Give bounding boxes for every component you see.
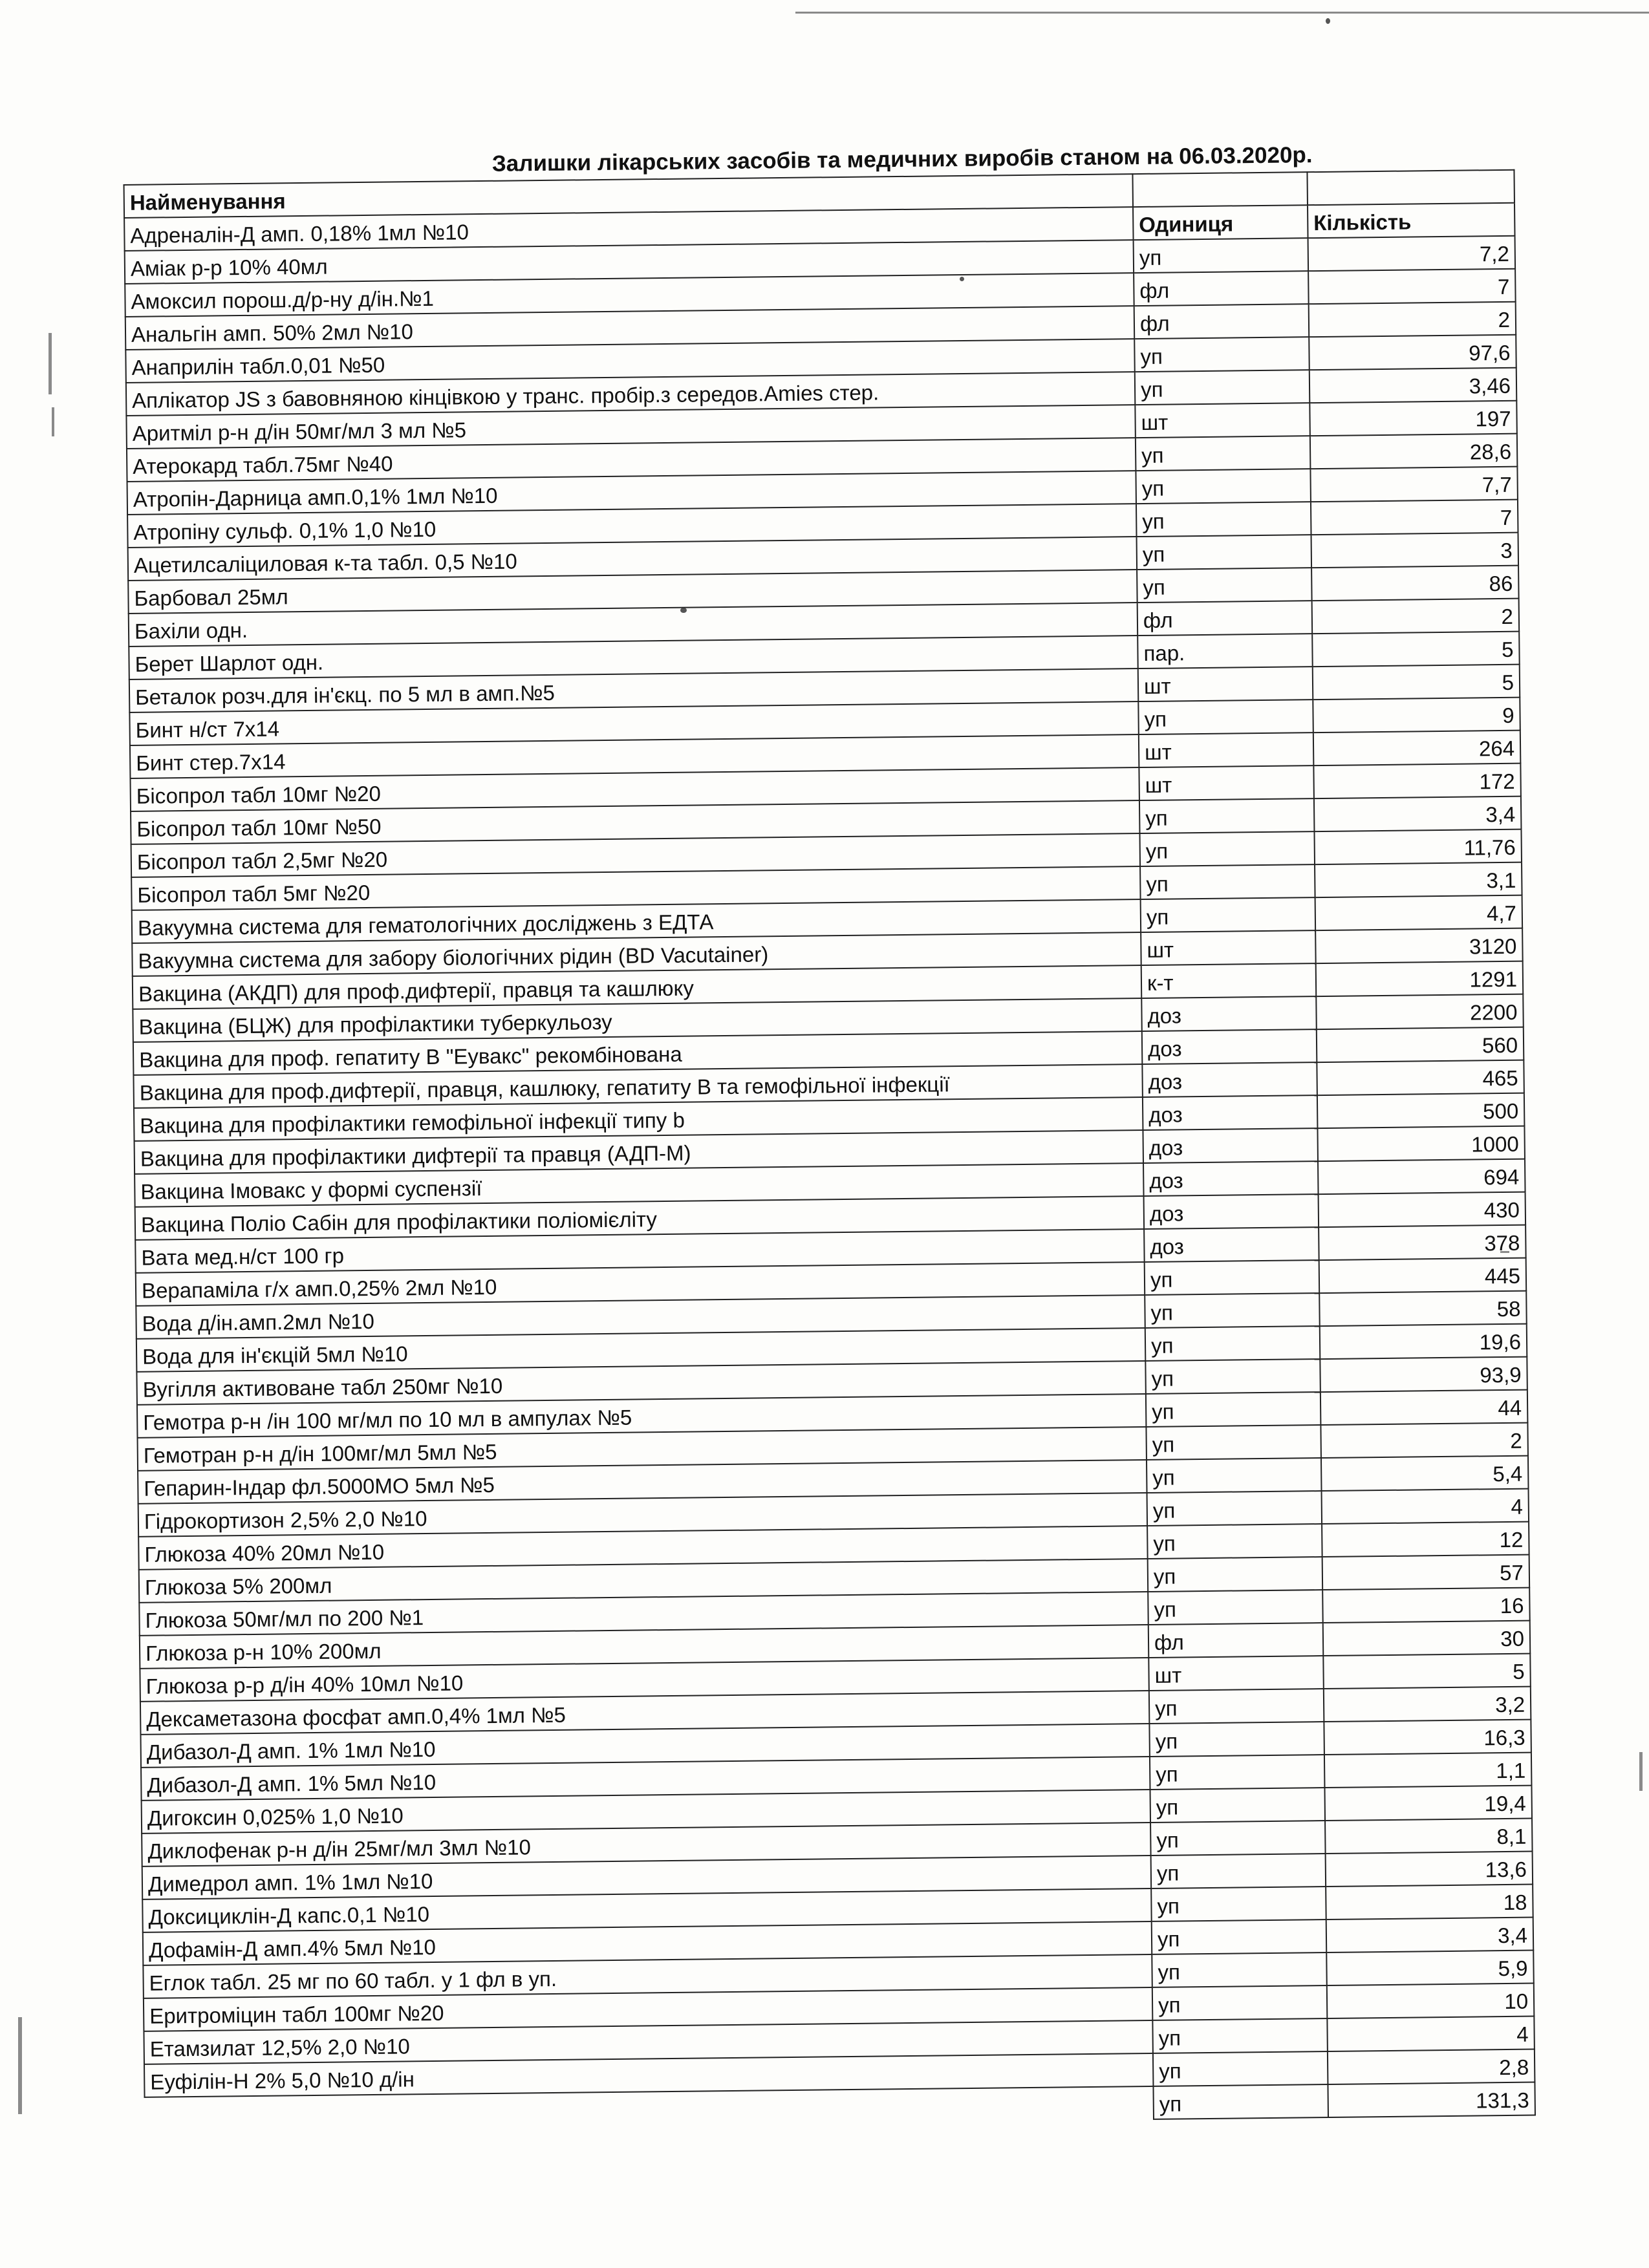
item-quantity: 5 (1312, 632, 1520, 667)
item-name: Глюкоза р-р д/ін 40% 10мл №10 (140, 1658, 1148, 1702)
item-quantity: 28,6 (1310, 434, 1518, 469)
item-name: Верапаміла г/х амп.0,25% 2мл №10 (136, 1262, 1145, 1306)
scan-speck (1326, 18, 1330, 24)
item-unit: уп (1141, 897, 1316, 932)
item-unit: уп (1152, 1920, 1327, 1954)
item-unit: уп (1134, 238, 1309, 273)
item-unit: фл (1134, 271, 1309, 306)
item-quantity: 5,9 (1326, 1951, 1534, 1985)
item-name: Вугілля активоване табл 250мг №10 (136, 1361, 1145, 1405)
item-unit: уп (1150, 1821, 1326, 1856)
item-unit: уп (1150, 1788, 1326, 1823)
item-unit: уп (1145, 1359, 1320, 1394)
item-quantity: 1,1 (1324, 1753, 1532, 1788)
item-unit: шт (1135, 403, 1310, 438)
item-name: Вата мед.н/ст 100 гр (135, 1229, 1144, 1273)
item-unit: уп (1151, 1887, 1326, 1921)
item-name: Вакцина для профілактики гемофільної інфекції типу b (134, 1097, 1143, 1141)
item-unit: фл (1137, 601, 1313, 636)
item-name: Вакцина для проф.дифтерії, правця, кашлюку, гепатиту В та гемофільної інфекції (133, 1064, 1142, 1108)
item-unit: шт (1139, 733, 1314, 767)
item-quantity: 465 (1317, 1060, 1524, 1095)
item-name: Гідрокортизон 2,5% 2,0 №10 (138, 1493, 1147, 1537)
item-name: Етамзилат 12,5% 2,0 №10 (144, 2020, 1152, 2064)
scan-edge-mark-left-2 (52, 407, 54, 436)
item-unit: уп (1153, 2084, 1328, 2119)
item-name: Дексаметазона фосфат амп.0,4% 1мл №5 (140, 1691, 1149, 1735)
item-quantity: 378 (1319, 1225, 1526, 1260)
item-unit: доз (1142, 1029, 1317, 1064)
item-unit: уп (1138, 700, 1313, 734)
item-name: Бинт стер.7х14 (130, 734, 1139, 778)
item-name: Аплікатор JS з бавовняною кінцівкою у транс. пробір.з середов.Amies стер. (126, 372, 1135, 416)
item-unit: уп (1152, 1985, 1328, 2020)
item-unit: шт (1141, 930, 1316, 965)
item-quantity: 8,1 (1325, 1819, 1533, 1854)
item-unit: уп (1139, 798, 1315, 833)
item-quantity: 3,1 (1315, 862, 1522, 897)
item-unit: фл (1134, 304, 1310, 339)
scan-edge-mark-right (1639, 1752, 1643, 1791)
inventory-table (124, 169, 1536, 2131)
item-unit: уп (1135, 370, 1310, 405)
header-unit: Одиниця (1133, 205, 1308, 240)
item-quantity: 172 (1313, 764, 1521, 798)
item-unit: доз (1143, 1095, 1318, 1130)
header-name: Найменування (124, 174, 1133, 218)
table-body (124, 170, 1535, 2130)
item-unit: уп (1152, 2018, 1328, 2053)
item-quantity: 500 (1317, 1093, 1525, 1128)
item-unit: уп (1153, 2051, 1328, 2086)
item-unit: уп (1140, 864, 1315, 899)
item-quantity: 18 (1326, 1885, 1533, 1920)
item-name: Бахіли одн. (129, 603, 1137, 647)
item-name: Вакцина (АКДП) для проф.дифтерії, правця та кашлюку (133, 965, 1141, 1009)
item-quantity: 131,3 (1328, 2082, 1535, 2117)
item-unit: уп (1136, 502, 1311, 537)
item-quantity: 86 (1311, 566, 1519, 601)
item-unit: уп (1147, 1491, 1322, 1526)
item-quantity: 13,6 (1326, 1852, 1533, 1887)
item-name: Аритміл р-н д/ін 50мг/мл 3 мл №5 (126, 405, 1135, 449)
item-name: Атропін-Дарница амп.0,1% 1мл №10 (127, 471, 1136, 515)
item-name: Атерокард табл.75мг №40 (127, 438, 1136, 482)
header-spacer-2 (1307, 170, 1514, 205)
item-name: Дофамін-Д амп.4% 5мл №10 (143, 1921, 1152, 1965)
item-unit: уп (1147, 1458, 1322, 1493)
item-name: Бісопрол табл 10мг №50 (131, 800, 1139, 844)
scan-edge-mark-left (48, 333, 52, 394)
item-unit: доз (1143, 1161, 1319, 1196)
item-unit: фл (1148, 1623, 1324, 1658)
item-unit: пар. (1137, 634, 1313, 669)
document-title: Залишки лікарських засобів та медичних виробів станом на 06.03.2020р. (491, 142, 1313, 177)
item-name: Адреналін-Д амп. 0,18% 1мл №10 (124, 207, 1133, 251)
item-name: Вакцина (БЦЖ) для профілактики туберкульозу (133, 998, 1141, 1042)
item-quantity: 7 (1308, 269, 1516, 304)
item-unit: уп (1150, 1755, 1325, 1790)
item-name: Дибазол-Д амп. 1% 5мл №10 (141, 1757, 1150, 1801)
item-unit: уп (1137, 568, 1312, 603)
item-quantity: 93,9 (1320, 1357, 1527, 1392)
item-name: Вакуумна система для гематологічних досліджень з ЕДТА (132, 899, 1141, 943)
item-quantity: 16 (1322, 1588, 1530, 1623)
item-unit: уп (1134, 337, 1310, 372)
item-name: Ацетилсаліциловая к-та табл. 0,5 №10 (128, 537, 1137, 581)
item-quantity: 2 (1312, 599, 1520, 634)
item-name: Вакуумна система для забору біологічних рідин (BD Vacutainer) (132, 932, 1141, 976)
item-quantity: 197 (1310, 401, 1517, 436)
item-quantity: 694 (1318, 1159, 1525, 1194)
item-unit: доз (1142, 1062, 1317, 1097)
item-name: Аміак р-р 10% 40мл (125, 240, 1134, 284)
item-quantity: 430 (1319, 1192, 1526, 1227)
item-quantity: 12 (1322, 1522, 1529, 1557)
item-name: Барбовал 25мл (128, 570, 1137, 614)
item-unit: к-т (1141, 963, 1317, 998)
item-name: Берет Шарлот одн. (129, 636, 1137, 679)
item-unit: уп (1146, 1392, 1321, 1427)
item-quantity: 16,3 (1324, 1720, 1531, 1755)
item-name: Вода для ін'єкцій 5мл №10 (136, 1328, 1145, 1372)
item-name: Дигоксин 0,025% 1,0 №10 (142, 1790, 1150, 1834)
item-quantity: 4 (1327, 2017, 1535, 2051)
item-quantity: 4 (1322, 1489, 1529, 1524)
item-unit: уп (1145, 1293, 1320, 1328)
item-name: Вакцина Поліо Сабін для профілактики поліомієліту (135, 1196, 1144, 1240)
item-quantity: 10 (1327, 1984, 1535, 2018)
item-quantity: 5 (1323, 1654, 1531, 1689)
item-unit: уп (1148, 1590, 1323, 1625)
item-name: Еглок табл. 25 мг по 60 табл. у 1 фл в уп. (143, 1954, 1152, 1998)
item-name: Вакцина для проф. гепатиту В "Еувакс" рекомбінована (133, 1031, 1142, 1075)
item-quantity: 2200 (1316, 994, 1524, 1029)
item-quantity: 5,4 (1321, 1456, 1529, 1491)
scan-edge-line (795, 12, 1649, 14)
item-name: Глюкоза 5% 200мл (139, 1559, 1148, 1603)
item-quantity: 3,4 (1314, 797, 1522, 831)
item-quantity: 1291 (1316, 961, 1524, 996)
item-name: Гепарин-Індар фл.5000МО 5мл №5 (138, 1460, 1147, 1504)
item-name: Вакцина Імовакс у формі суспензії (135, 1163, 1143, 1207)
item-name: Глюкоза р-н 10% 200мл (140, 1625, 1148, 1669)
item-name: Анаприлін табл.0,01 №50 (125, 339, 1134, 383)
item-unit: доз (1144, 1194, 1319, 1229)
item-quantity: 44 (1320, 1390, 1528, 1425)
item-unit: уп (1148, 1557, 1323, 1592)
item-unit: уп (1136, 436, 1311, 471)
item-quantity: 7 (1311, 500, 1518, 535)
item-quantity: 30 (1323, 1621, 1531, 1656)
item-name: Диклофенак р-н д/ін 25мг/мл 3мл №10 (142, 1823, 1150, 1867)
item-name: Гемотран р-н д/ін 100мг/мл 5мл №5 (138, 1427, 1147, 1471)
item-quantity: 445 (1319, 1258, 1527, 1293)
item-unit: шт (1138, 667, 1313, 701)
item-quantity: 4,7 (1315, 895, 1523, 930)
item-quantity: 11,76 (1314, 829, 1522, 864)
scan-edge-mark-left-3 (18, 2017, 22, 2114)
item-unit: уп (1136, 469, 1311, 504)
item-name: Бісопрол табл 10мг №20 (130, 767, 1139, 811)
item-unit: уп (1152, 1952, 1327, 1987)
item-unit: шт (1148, 1656, 1324, 1691)
item-name: Бинт н/ст 7х14 (129, 701, 1138, 745)
item-quantity: 3120 (1315, 928, 1523, 963)
item-name: Атропіну сульф. 0,1% 1,0 №10 (127, 504, 1136, 548)
item-unit: уп (1145, 1326, 1320, 1361)
item-name: Бісопрол табл 2,5мг №20 (131, 833, 1140, 877)
item-quantity: 3 (1311, 533, 1519, 568)
item-name: Амоксил порош.д/р-ну д/ін.№1 (125, 273, 1134, 317)
item-quantity: 2 (1309, 302, 1516, 337)
item-quantity: 7,2 (1308, 236, 1516, 271)
item-name: Глюкоза 40% 20мл №10 (138, 1526, 1147, 1570)
item-unit: уп (1137, 535, 1312, 570)
item-quantity: 19,6 (1320, 1324, 1527, 1359)
item-unit: уп (1149, 1722, 1324, 1757)
item-name: Доксициклін-Д капс.0,1 №10 (142, 1888, 1151, 1932)
item-quantity: 19,4 (1324, 1786, 1532, 1821)
item-name: Вакцина для профілактики дифтерії та правця (АДП-М) (135, 1130, 1143, 1174)
item-unit: уп (1139, 831, 1315, 866)
item-quantity: 560 (1317, 1027, 1524, 1062)
item-unit: доз (1144, 1227, 1319, 1262)
item-quantity: 264 (1313, 731, 1521, 765)
item-name: Димедрол амп. 1% 1мл №10 (142, 1856, 1151, 1899)
header-spacer (1132, 172, 1308, 207)
item-quantity: 7,7 (1310, 467, 1518, 502)
item-quantity: 2,8 (1328, 2049, 1535, 2084)
item-unit: уп (1147, 1524, 1322, 1559)
item-unit: уп (1146, 1425, 1321, 1460)
item-quantity: 3,4 (1326, 1918, 1534, 1952)
item-name: Глюкоза 50мг/мл по 200 №1 (139, 1592, 1148, 1636)
item-quantity: 3,2 (1324, 1687, 1531, 1722)
item-name: Бісопрол табл 5мг №20 (131, 866, 1140, 910)
item-name: Еуфілін-Н 2% 5,0 №10 д/ін (144, 2053, 1153, 2097)
item-unit: шт (1139, 765, 1314, 800)
item-quantity: 58 (1319, 1291, 1527, 1326)
item-name: Гемотра р-н /ін 100 мг/мл по 10 мл в ампулах №5 (137, 1394, 1146, 1438)
item-quantity: 97,6 (1309, 335, 1516, 370)
item-name: Вода д/ін.амп.2мл №10 (136, 1295, 1145, 1339)
item-quantity: 57 (1322, 1555, 1530, 1590)
item-unit: уп (1149, 1689, 1324, 1724)
header-quantity: Кількість (1308, 203, 1515, 238)
item-quantity: 1000 (1317, 1126, 1525, 1161)
item-name: Беталок розч.для ін'єкц. по 5 мл в амп.№5 (129, 669, 1138, 712)
item-quantity: 3,46 (1310, 368, 1517, 403)
item-quantity: 9 (1313, 698, 1520, 733)
item-quantity: 5 (1313, 665, 1520, 700)
item-unit: уп (1145, 1260, 1320, 1295)
item-quantity: 2 (1320, 1423, 1528, 1458)
item-unit: уп (1151, 1854, 1326, 1888)
item-unit: доз (1143, 1128, 1318, 1163)
item-unit: доз (1141, 996, 1317, 1031)
item-name: Еритроміцин табл 100мг №20 (144, 1987, 1152, 2031)
item-name: Анальгін амп. 50% 2мл №10 (125, 306, 1134, 350)
item-name: Дибазол-Д амп. 1% 1мл №10 (140, 1724, 1149, 1768)
document-sheet (123, 137, 1535, 2131)
